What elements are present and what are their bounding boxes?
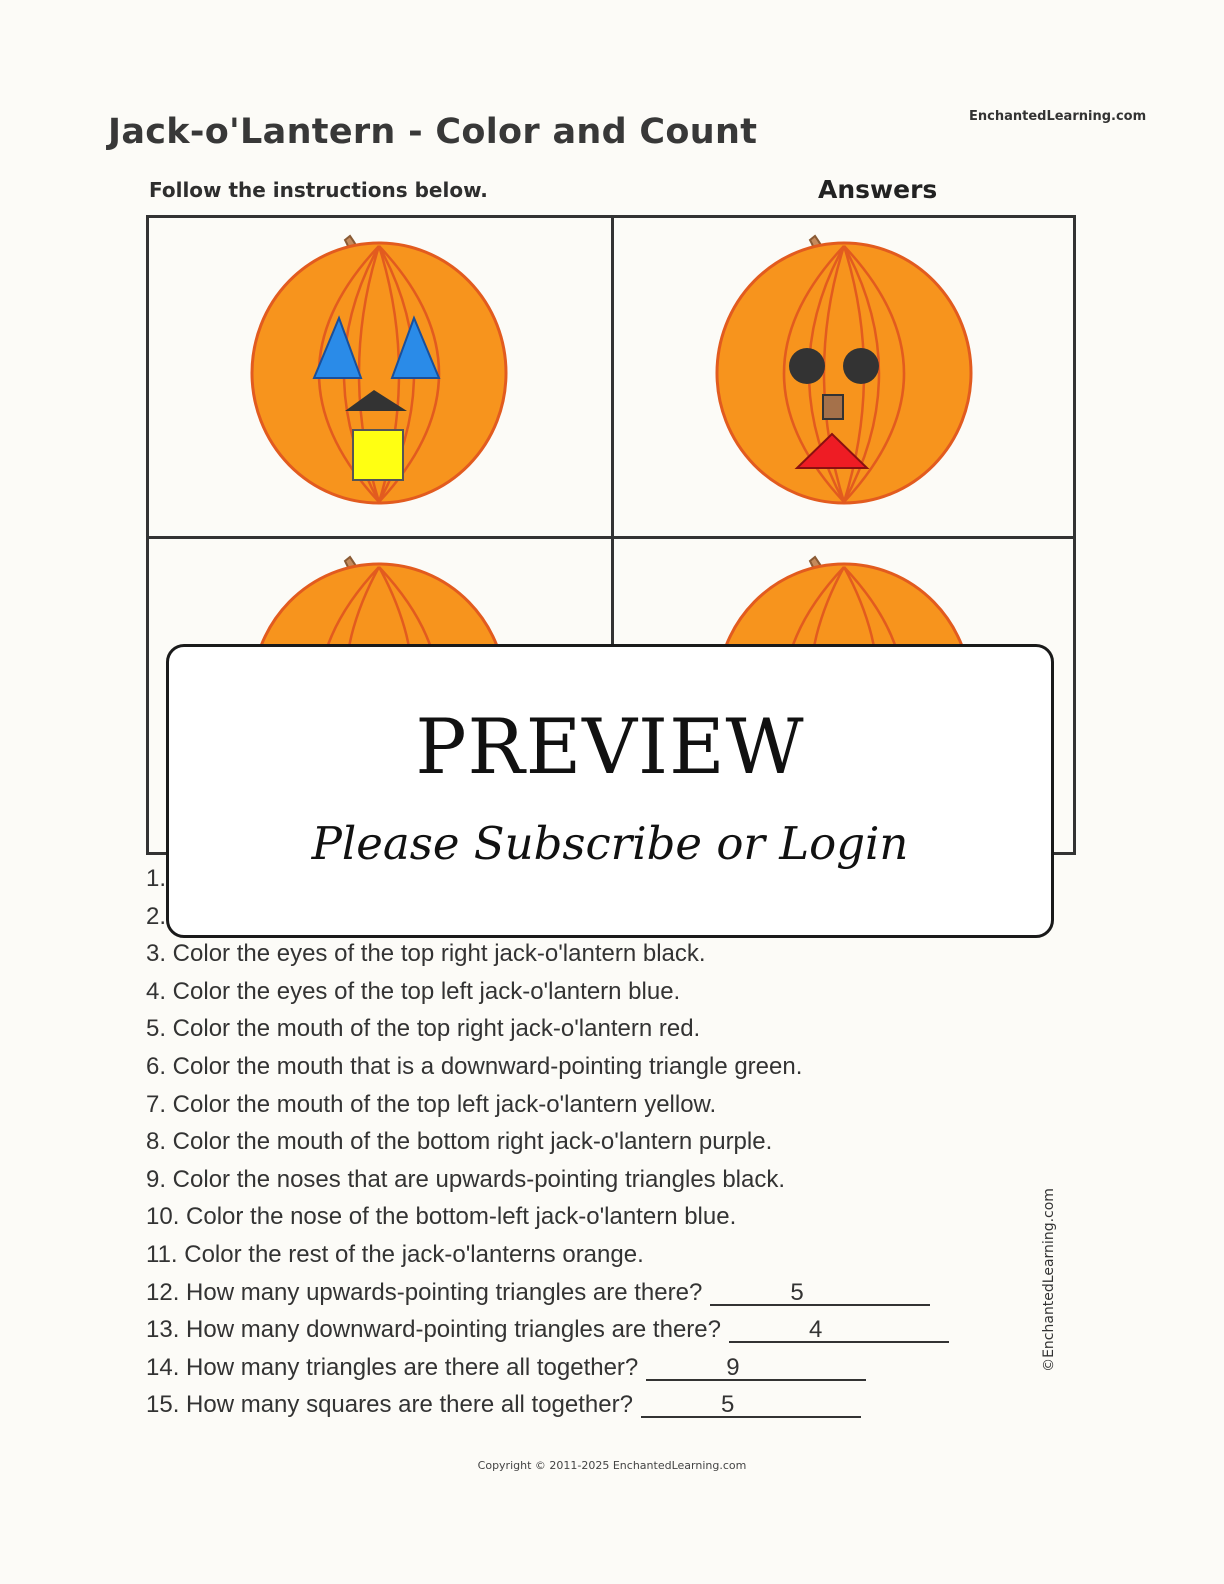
list-item: [146, 1010, 949, 1048]
pumpkin-top-left: [149, 218, 611, 536]
copyright-footer: Copyright © 2011-2025 EnchantedLearning.com: [477, 1459, 747, 1472]
question-text: 8. Color the mouth of the bottom right jack-o'lantern purple.: [146, 1128, 773, 1156]
preview-title: PREVIEW: [415, 702, 805, 791]
list-item: [146, 973, 949, 1011]
list-item: [146, 1161, 949, 1199]
eye-circle-right: [843, 348, 879, 384]
nose-square: [823, 395, 843, 419]
question-text: 6. Color the mouth that is a downward-pointing triangle green.: [146, 1052, 803, 1080]
list-item: [146, 1386, 949, 1424]
instructions-heading: Follow the instructions below.: [149, 178, 488, 202]
question-text: 4. Color the eyes of the top left jack-o'lantern blue.: [146, 977, 681, 1005]
subscribe-login-link[interactable]: Please Subscribe or Login: [311, 817, 909, 870]
list-item: [146, 1123, 949, 1161]
question-text: 7. Color the mouth of the top left jack-o'lantern yellow.: [146, 1090, 717, 1118]
site-logo-text[interactable]: EnchantedLearning.com: [969, 109, 1147, 124]
question-text: 13. How many downward-pointing triangles are there?: [146, 1316, 721, 1344]
pumpkin-cell-top-right: [614, 218, 1076, 536]
list-item: [146, 935, 949, 973]
question-text: 1.: [146, 865, 167, 892]
list-item: [146, 1274, 949, 1312]
list-item: [146, 1311, 949, 1349]
question-text: 11. Color the rest of the jack-o'lanterns orange.: [146, 1240, 644, 1268]
question-text: 15. How many squares are there all together?: [146, 1391, 633, 1419]
question-text: 9. Color the noses that are upwards-pointing triangles black.: [146, 1165, 786, 1193]
pumpkin-top-right: [614, 218, 1076, 536]
side-watermark: ©EnchantedLearning.com: [1041, 1188, 1057, 1372]
list-item: [146, 1236, 949, 1274]
question-text: 14. How many triangles are there all together?: [146, 1353, 639, 1381]
eye-circle-left: [789, 348, 825, 384]
question-text: 3. Color the eyes of the top right jack-o'lantern black.: [146, 940, 706, 968]
instruction-list: [146, 860, 949, 1424]
answer-blank: 4: [729, 1319, 949, 1343]
answers-heading: Answers: [818, 175, 938, 204]
question-text: 2.: [146, 902, 167, 930]
list-item: [146, 1349, 949, 1387]
answer-blank: 5: [641, 1394, 861, 1418]
answer-blank: 9: [646, 1357, 866, 1381]
question-text: 12. How many upwards-pointing triangles are there?: [146, 1278, 703, 1306]
page-title: Jack-o'Lantern - Color and Count: [108, 112, 758, 152]
question-text: 10. Color the nose of the bottom-left jack-o'lantern blue.: [146, 1203, 737, 1231]
answer-blank: 5: [710, 1282, 930, 1306]
list-item: [146, 1198, 949, 1236]
mouth-square: [353, 430, 403, 480]
question-text: 5. Color the mouth of the top right jack-o'lantern red.: [146, 1015, 701, 1043]
list-item: [146, 1086, 949, 1124]
list-item: [146, 1048, 949, 1086]
pumpkin-cell-top-left: [149, 218, 611, 536]
preview-overlay[interactable]: [166, 644, 1054, 938]
